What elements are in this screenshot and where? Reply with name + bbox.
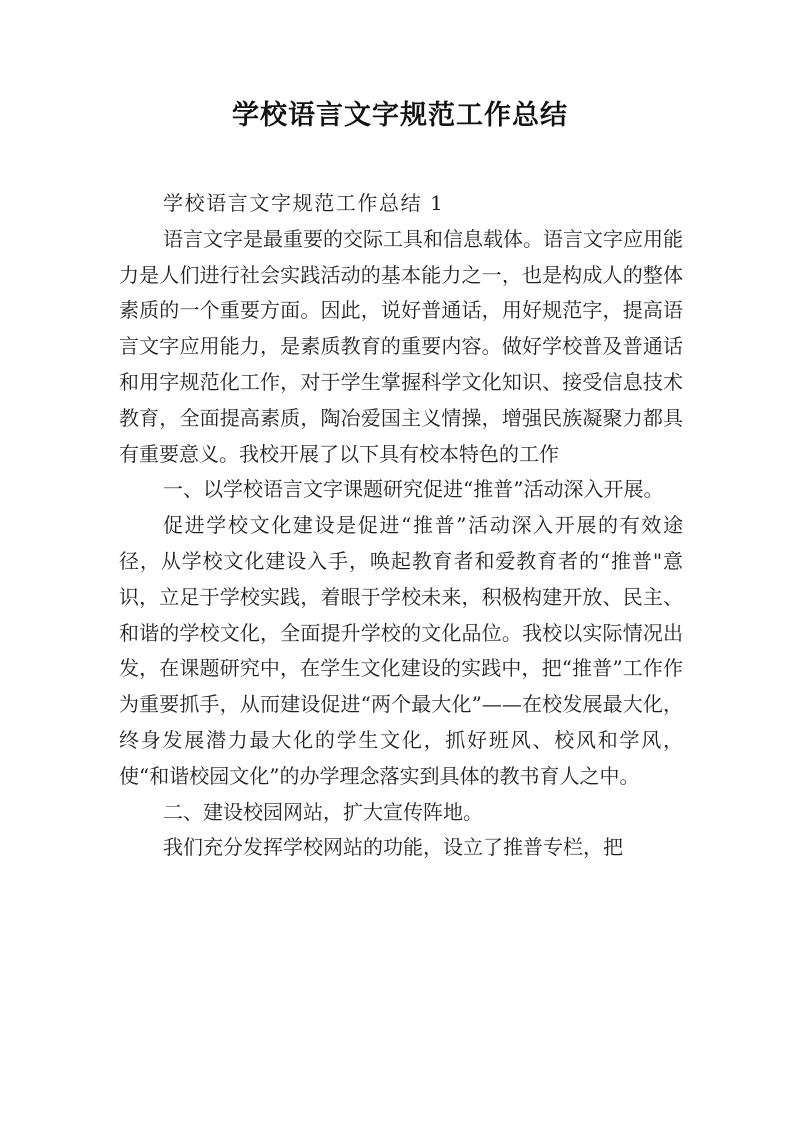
document-body: [119, 186, 683, 866]
section-heading: 学校语言文字规范工作总结 1: [163, 191, 445, 215]
document-title: 学校语言文字规范工作总结: [232, 100, 568, 131]
body-paragraph: 语言文字是最重要的交际工具和信息载体。语言文字应用能力是人们进行社会实践活动的基本能力之一，也是构成人的整体素质的一个重要方面。因此，说好普通话，用好规范字，提高语言文字应用能力，是素质教育的重要内容。做好学校普及普通话和用字规范化工作，对于学生掌握科学文化知识、接受信息技术教育，全面提高素质，陶冶爱国主义情操，增强民族凝聚力都具有重要意义。我校开展了以下具有校本特色的工作: [119, 226, 683, 466]
section-heading: 一、以学校语言文字课题研究促进“推普”活动深入开展。: [163, 477, 664, 502]
section-heading: 二、建设校园网站，扩大宣传阵地。: [163, 799, 483, 824]
body-paragraph: 我们充分发挥学校网站的功能，设立了推普专栏，把: [163, 835, 623, 860]
body-paragraph: 促进学校文化建设是促进“推普”活动深入开展的有效途径，从学校文化建设入手，唤起教育者和爱教育者的“推普"意识，立足于学校实践，着眼于学校未来，积极构建开放、民主、和谐的学校文化，全面提升学校的文化品位。我校以实际情况出发，在课题研究中，在学生文化建设的实践中，把“推普”工作作为重要抓手，从而建设促进“两个最大化”——在校发展最大化，终身发展潜力最大化的学生文化，抓好班风、校风和学风，使“和谐校园文化”的办学理念落实到具体的教书育人之中。: [119, 513, 683, 788]
